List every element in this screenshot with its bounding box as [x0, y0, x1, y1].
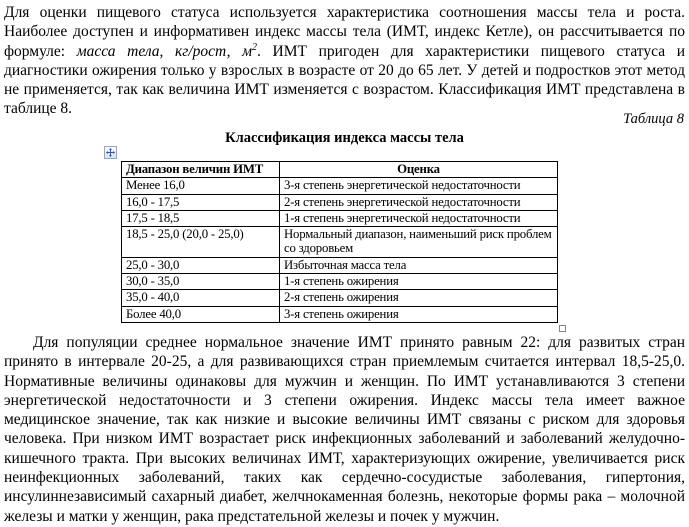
cell-assessment: 1-я степень энергетической недостаточности	[280, 210, 558, 226]
cell-bmi-range: Менее 16,0	[122, 178, 280, 194]
table-row	[122, 227, 558, 258]
cell-bmi-range: 18,5 - 25,0 (20,0 - 25,0)	[122, 227, 280, 258]
table-header-assessment: Оценка	[280, 162, 558, 178]
paragraph-discussion: Для популяции среднее нормальное значение ИМТ принято равным 22: для развитых стран принято в интервале 20-25, а для развивающихся стран приемлемым считается интервал 18,5-25,0. Нормативные величины одинаковы для мужчин и женщин. По ИМТ устанавливаются 3 степени энергетической недостаточности и 3 степени ожирения. Индекс массы тела имеет важное медицинское значение, так как низкие и высокие величины ИМТ связаны с риском для здоровья человека. При низком ИМТ возрастает риск инфекционных заболеваний и заболеваний желудочно-кишечного тракта. При высоких величинах ИМТ, характеризующих ожирение, увеличивается риск неинфекционных заболеваний, таких как сердечно-сосудистые заболевания, гипертония, инсулиннезависимый сахарный диабет, желчнокаменная болезнь, некоторые формы рака – молочной железы и матки у женщин, рака предстательной железы и почек у мужчин.	[4, 334, 685, 525]
table-header-range: Диапазон величин ИМТ	[122, 162, 280, 178]
table-header-row	[122, 162, 558, 178]
cell-bmi-range: Более 40,0	[122, 306, 280, 322]
cell-assessment: Избыточная масса тела	[280, 257, 558, 273]
table-title: Классификация индекса массы тела	[225, 130, 464, 146]
cell-assessment: Нормальный диапазон, наименьший риск проблем со здоровьем	[280, 227, 558, 258]
table-resize-handle[interactable]	[559, 325, 566, 332]
table-row	[122, 274, 558, 290]
cell-bmi-range: 25,0 - 30,0	[122, 257, 280, 273]
table-row	[122, 257, 558, 273]
cell-assessment: 2-я степень энергетической недостаточности	[280, 194, 558, 210]
table-row	[122, 306, 558, 322]
paragraph-intro-text-before: Для оценки пищевого статуса используется характеристика соотношения массы тела и роста. Наиболее доступен и информативен индекс массы тела (ИМТ, индекс Кетле), он рассчитывается по формуле:	[4, 4, 685, 60]
formula-italic-text: масса тела, кг/рост, м	[76, 42, 252, 60]
table-row	[122, 210, 558, 226]
cell-bmi-range: 30,0 - 35,0	[122, 274, 280, 290]
cell-assessment: 2-я степень ожирения	[280, 290, 558, 306]
cell-assessment: 3-я степень энергетической недостаточности	[280, 178, 558, 194]
bmi-classification-table	[121, 161, 558, 323]
bmi-table-container	[121, 161, 557, 323]
bmi-formula	[77, 43, 257, 60]
cell-bmi-range: 35,0 - 40,0	[122, 290, 280, 306]
formula-superscript: 2	[252, 41, 257, 53]
table-row	[122, 194, 558, 210]
cell-assessment: 3-я степень ожирения	[280, 306, 558, 322]
cell-bmi-range: 16,0 - 17,5	[122, 194, 280, 210]
table-row	[122, 178, 558, 194]
paragraph-intro-text-after: . ИМТ пригоден для характеристики пищевого статуса и диагностики ожирения только у взрослых в возрасте от 20 до 65 лет. У детей и подростков этот метод не применяется, так как величина ИМТ изменяется с возрастом. Классификация ИМТ представлена в таблице 8.	[4, 42, 686, 118]
table-row	[122, 290, 558, 306]
cell-bmi-range: 17,5 - 18,5	[122, 210, 280, 226]
table-move-handle-icon[interactable]	[104, 146, 117, 159]
paragraph-intro	[4, 3, 685, 119]
table-caption: Таблица 8	[623, 111, 684, 127]
cell-assessment: 1-я степень ожирения	[280, 274, 558, 290]
